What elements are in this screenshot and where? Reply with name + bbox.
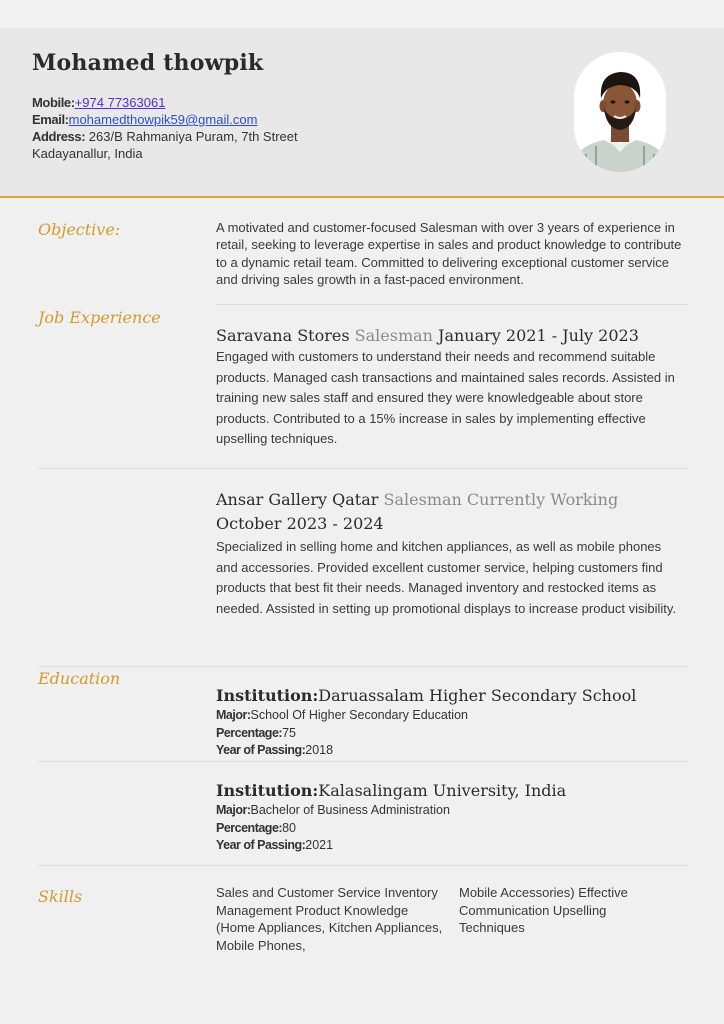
major-label: Major: (216, 708, 251, 722)
percentage-value: 80 (282, 820, 296, 835)
objective-label: Objective: (38, 220, 121, 239)
education-label: Education (38, 669, 121, 688)
institution-label: Institution: (216, 686, 319, 705)
job-role: Salesman Currently Working (383, 490, 619, 509)
skills-column-2: Mobile Accessories) Effective Communication Upselling Techniques (459, 885, 628, 935)
job-divider (38, 468, 688, 469)
job-entry (216, 488, 686, 619)
contact-info (32, 94, 298, 162)
resume-header (0, 28, 724, 198)
major-value: School Of Higher Secondary Education (250, 708, 468, 722)
year-value: 2021 (305, 838, 334, 852)
mobile-row (32, 94, 298, 111)
percentage-label: Percentage: (216, 820, 283, 835)
major-label: Major: (216, 803, 251, 817)
job-period: October 2023 - 2024 (216, 514, 384, 533)
year-line (216, 742, 686, 760)
address-row (32, 128, 298, 145)
education-divider (38, 865, 688, 866)
percentage-line (216, 725, 686, 743)
job-heading (216, 488, 686, 536)
percentage-value: 75 (282, 725, 296, 740)
major-line (216, 707, 686, 725)
job-description: Engaged with customers to understand their needs and recommend suitable products. Managed cash transactions and maintained sales records. Assisted in training new sales staff and ensured they were knowledgeable about store products. Contributed to a 15% increase in sales by implementing effective upselling techniques. (216, 349, 675, 446)
education-entry (216, 780, 686, 855)
institution-label: Institution: (216, 781, 319, 800)
institution-name: Daruassalam Higher Secondary School (318, 686, 637, 705)
profile-photo (574, 52, 666, 172)
job-company: Ansar Gallery Qatar (216, 490, 379, 509)
major-line (216, 802, 686, 820)
percentage-label: Percentage: (216, 725, 283, 740)
experience-label: Job Experience (38, 308, 161, 327)
experience-divider (38, 666, 688, 667)
candidate-name: Mohamed thowpik (32, 50, 264, 76)
profile-portrait-icon (574, 52, 666, 172)
mobile-label: Mobile: (32, 95, 75, 110)
percentage-line (216, 820, 686, 838)
year-line (216, 837, 686, 855)
skills-label: Skills (38, 887, 83, 906)
email-link[interactable]: mohamedthowpik59@gmail.com (68, 112, 258, 127)
job-company: Saravana Stores (216, 326, 350, 345)
institution-name: Kalasalingam University, India (318, 781, 567, 800)
year-label: Year of Passing: (216, 838, 306, 852)
skills-column-1: Sales and Customer Service Inventory Management Product Knowledge (Home Appliances, Kitchen Appliances, Mobile Phones, (216, 885, 443, 953)
address-label: Address: (32, 129, 86, 144)
job-role: Salesman (354, 326, 433, 345)
job-entry (216, 324, 686, 450)
job-description: Specialized in selling home and kitchen appliances, as well as mobile phones and accessories. Provided excellent customer service, helping customers find products that best fit their needs. Managed inventory and restocked items as needed. Assisted in setting up promotional displays to increase product visibility. (216, 539, 677, 616)
objective-divider (216, 304, 688, 305)
year-value: 2018 (305, 743, 334, 757)
job-heading (216, 324, 686, 348)
address-line-1: 263/B Rahmaniya Puram, 7th Street (88, 129, 298, 144)
objective-text: A motivated and customer-focused Salesman with over 3 years of experience in retail, seeking to leverage expertise in sales and product knowledge to contribute to a dynamic retail team. Committed to delivering exceptional customer service and driving sales growth in a fast-paced environment. (216, 220, 682, 287)
education-entry-divider (38, 761, 688, 762)
mobile-link[interactable]: +974 77363061 (74, 95, 166, 110)
email-label: Email: (32, 112, 69, 127)
education-entry (216, 685, 686, 760)
top-strip (0, 0, 724, 28)
major-value: Bachelor of Business Administration (250, 803, 450, 817)
email-row (32, 111, 298, 128)
year-label: Year of Passing: (216, 743, 306, 757)
institution-line (216, 780, 686, 802)
address-line-2: Kadayanallur, India (32, 146, 143, 161)
job-period: January 2021 - July 2023 (438, 326, 639, 345)
institution-line (216, 685, 686, 707)
